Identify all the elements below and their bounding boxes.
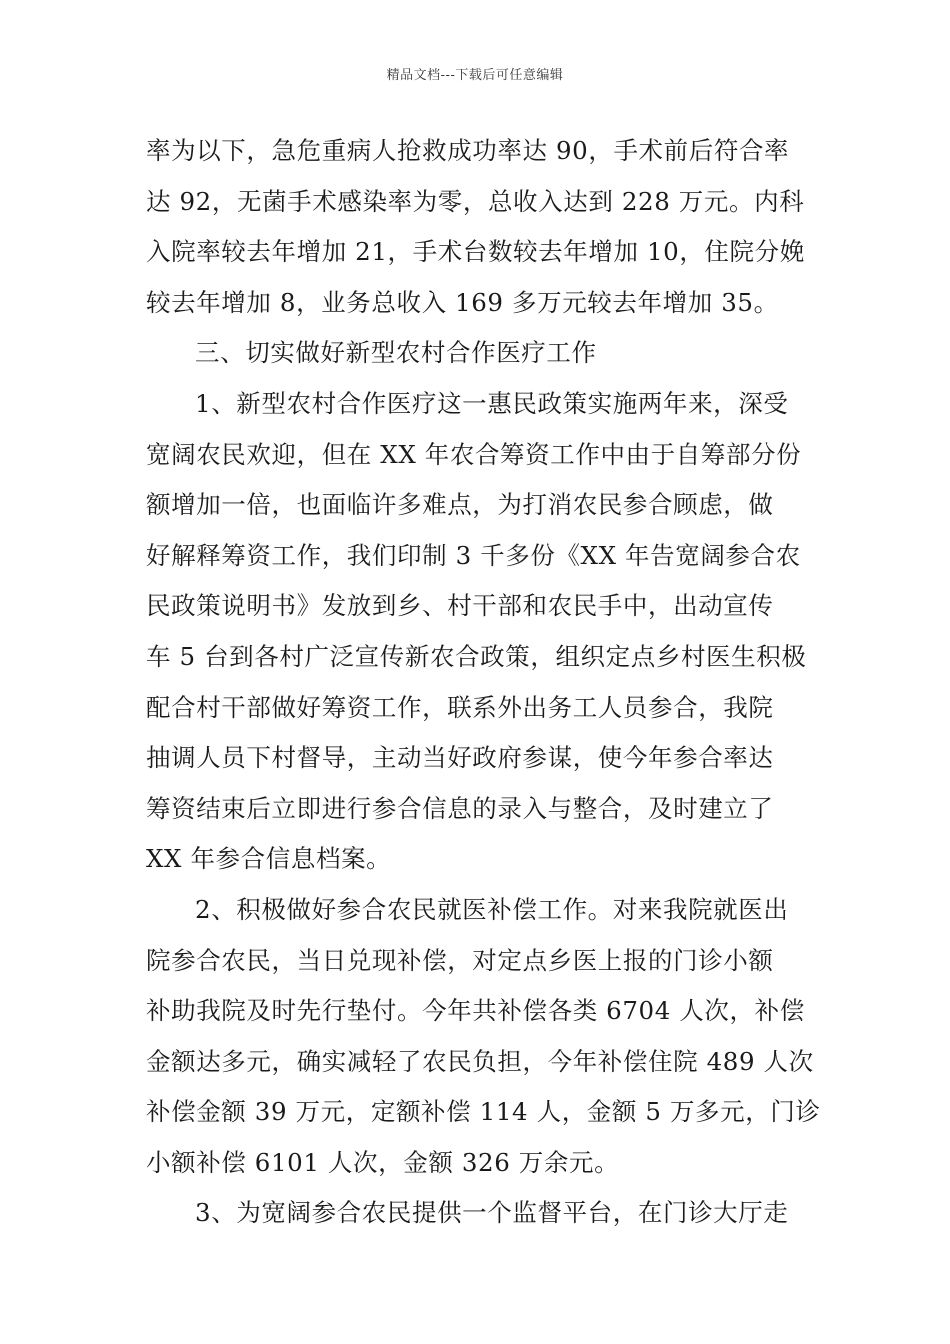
text-line: 宽阔农民欢迎，但在 XX 年农合筹资工作中由于自筹部分份	[146, 439, 802, 469]
text-line: 额增加一倍，也面临许多难点，为打消农民参合顾虑，做	[146, 490, 774, 520]
paragraph-start: 3、为宽阔参合农民提供一个监督平台，在门诊大厅走	[195, 1198, 789, 1228]
text-line: 入院率较去年增加 21，手术台数较去年增加 10，住院分娩	[146, 237, 805, 267]
document-body	[146, 126, 821, 1239]
text-line: 配合村干部做好筹资工作，联系外出务工人员参合，我院	[146, 692, 774, 722]
text-line: 筹资结束后立即进行参合信息的录入与整合，及时建立了	[146, 793, 774, 823]
text-line: 好解释筹资工作，我们印制 3 千多份《XX 年告宽阔参合农	[146, 540, 801, 570]
paragraph-start: 2、积极做好参合农民就医补偿工作。对来我院就医出	[195, 894, 789, 924]
text-line: 金额达多元，确实减轻了农民负担，今年补偿住院 489 人次	[146, 1046, 814, 1076]
paragraph-start: 1、新型农村合作医疗这一惠民政策实施两年来，深受	[195, 388, 789, 418]
text-line: XX 年参合信息档案。	[146, 844, 392, 874]
text-line: 民政策说明书》发放到乡、村干部和农民手中，出动宣传	[146, 591, 774, 621]
text-line: 达 92，无菌手术感染率为零，总收入达到 228 万元。内科	[146, 186, 805, 216]
text-line: 抽调人员下村督导，主动当好政府参谋，使今年参合率达	[146, 743, 774, 773]
text-line: 较去年增加 8，业务总收入 169 多万元较去年增加 35。	[146, 287, 779, 317]
text-line: 车 5 台到各村广泛宣传新农合政策，组织定点乡村医生积极	[146, 641, 807, 671]
text-line: 补偿金额 39 万元，定额补偿 114 人，金额 5 万多元，门诊	[146, 1097, 821, 1127]
text-line: 院参合农民，当日兑现补偿，对定点乡医上报的门诊小额	[146, 945, 774, 975]
text-line: 率为以下，急危重病人抢救成功率达 90，手术前后符合率	[146, 136, 790, 165]
page-header: 精品文档---下载后可任意编辑	[386, 68, 564, 83]
text-line: 补助我院及时先行垫付。今年共补偿各类 6704 人次，补偿	[146, 996, 805, 1026]
section-heading: 三、切实做好新型农村合作医疗工作	[195, 338, 597, 368]
text-line: 小额补偿 6101 人次，金额 326 万余元。	[146, 1147, 620, 1177]
